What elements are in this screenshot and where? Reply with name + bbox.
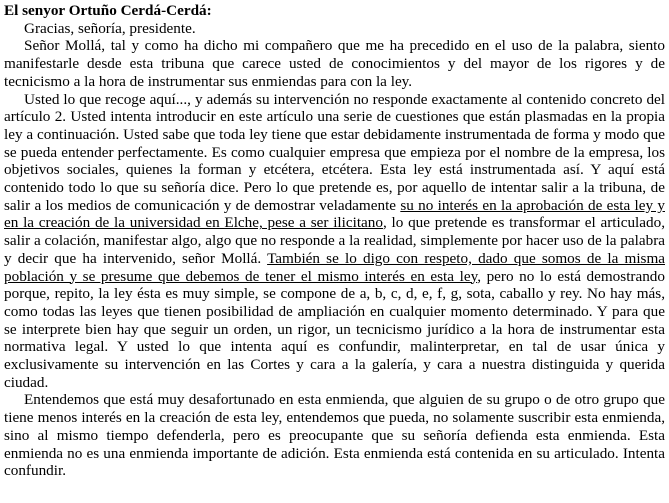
underlined-text: su no interés en la aprobación de esta ley y en la creación de la universidad en Elche, pese a ser ilicitano [4,196,665,232]
paragraph-text: , lo que pretende es transformar el articulado, salir a colación, manifestar algo, algo que no responde a la realidad, simplemente por hacer uso de la palabra y decir que ha intervenido, señor Mollá. [4,214,665,267]
speaker-name: El senyor Ortuño Cerdá-Cerdá: [4,2,212,19]
paragraph-text: Entendemos que está muy desafortunado en esta enmienda, que alguien de su grupo o de otro grupo que tiene menos interés en la creación de esta ley, entendemos que pueda, no solamente suscribir esta enmienda, sino al mismo tiempo defenderla, pero es preocupante que su señoría defienda esta enmienda. Esta enmienda no es una enmienda importante de adición. Esta enmienda está contenida en su articulado. Intenta confundir. [4,391,665,480]
paragraph-text: Usted lo que recoge aquí..., y además su intervención no responde exactamente al contenido concreto del artículo 2. Usted intenta introducir en este artículo una serie de cuestiones que están plasmadas en la propia ley a continuación. Usted sabe que toda ley tiene que estar debidamente instrumentada de forma y modo que se pueda entender perfectamente. Es como cualquier empresa que empieza por el nombre de la empresa, los objetivos sociales, quienes la forman y etcétera, etcétera. Esta ley está instrumentada así. Y aquí está contenido todo lo que su señoría dice. Pero lo que pretende es, por aquello de intentar salir a la tribuna, de salir a los medios de comunicación y de demostrar veladamente [4,90,665,214]
paragraph-text: Gracias, señoría, presidente. [24,19,196,37]
speech-body [4,20,665,480]
paragraph-text: , pero no lo está demostrando porque, repito, la ley ésta es muy simple, se compone de a, b, c, d, e, f, g, sota, caballo y rey. No hay más, como todas las leyes que tienen posibilidad de ampliación en cualquier momento determinado. Y para que se interprete bien hay que seguir un orden, un rigor, un tecnicismo jurídico a la hora de instrumentar esta normativa legal. Y usted lo que intenta aquí es confundir, malinterpretar, en tal de usar única y exclusivamente su intervención en las Cortes y cara a la galería, y cara a nuestra distinguida y querida ciudad. [4,267,665,391]
underlined-text: También se lo digo con respeto, dado que somos de la misma población y se presume que debemos de tener el mismo interés en esta ley [4,249,665,285]
speech-paragraph [4,37,665,90]
paragraph-text: Señor Mollá, tal y como ha dicho mi compañero que me ha precedido en el uso de la palabra, siento manifestarle desde esta tribuna que carece usted de conocimientos y del mayor de los rigores y de tecnicismo a la hora de instrumentar sus enmiendas para con la ley. [4,37,665,90]
speech-paragraph [4,91,665,392]
speech-paragraph [4,391,665,480]
speech-paragraph [4,20,665,38]
